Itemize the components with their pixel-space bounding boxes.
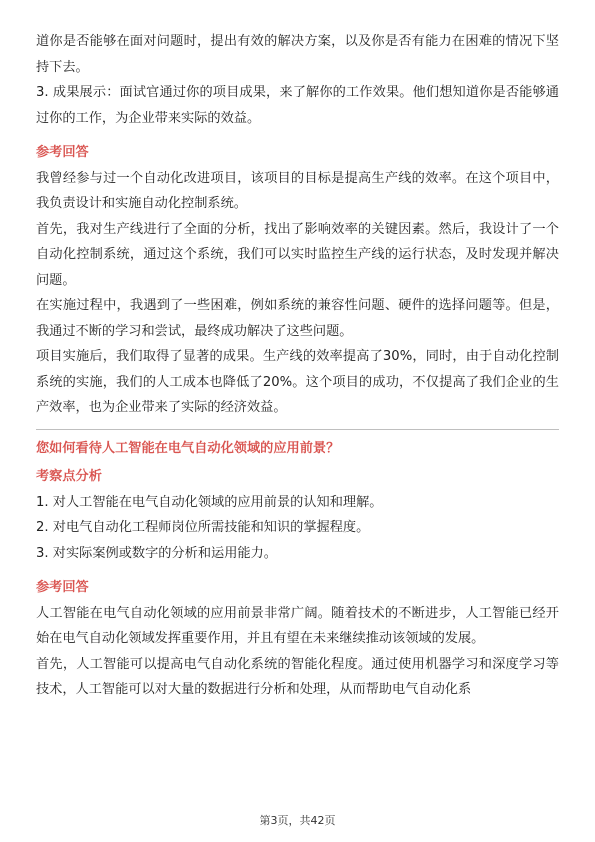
paragraph: 项目实施后，我们取得了显著的成果。生产线的效率提高了30%，同时，由于自动化控制系统的实施，我们的人工成本也降低了20%。这个项目的成功，不仅提高了我们企业的生产效率，也为企业带来了实际的经济效益。 — [36, 349, 559, 415]
paragraph: 首先，我对生产线进行了全面的分析，找出了影响效率的关键因素。然后，我设计了一个自动化控制系统，通过这个系统，我们可以实时监控生产线的运行状态，及时发现并解决问题。 — [36, 221, 559, 288]
paragraph: 首先，人工智能可以提高电气自动化系统的智能化程度。通过使用机器学习和深度学习等技术，人工智能可以对大量的数据进行分析和处理，从而帮助电气自动化系 — [36, 656, 559, 697]
section-label-answer: 参考回答 — [36, 580, 89, 595]
analysis-item: 1. 对人工智能在电气自动化领域的应用前景的认知和理解。 — [36, 494, 383, 510]
analysis-item: 3. 对实际案例或数字的分析和运用能力。 — [36, 545, 277, 561]
section-label-analysis: 考察点分析 — [36, 469, 102, 484]
question-title: 您如何看待人工智能在电气自动化领域的应用前景？ — [36, 440, 340, 456]
paragraph: 3. 成果展示：面试官通过你的项目成果，来了解你的工作效果。他们想知道你是否能够通过你的工作，为企业带来实际的效益。 — [36, 85, 559, 126]
document-page — [36, 0, 559, 703]
paragraph: 我曾经参与过一个自动化改进项目，该项目的目标是提高生产线的效率。在这个项目中，我负责设计和实施自动化控制系统。 — [36, 170, 559, 211]
paragraph: 在实施过程中，我遇到了一些困难，例如系统的兼容性问题、硬件的选择问题等。但是，我通过不断的学习和尝试，最终成功解决了这些问题。 — [36, 298, 559, 339]
section-label-answer: 参考回答 — [36, 145, 89, 160]
page-number: 第3页，共42页 — [259, 814, 336, 827]
paragraph: 道你是否能够在面对问题时，提出有效的解决方案，以及你是否有能力在困难的情况下坚持下去。 — [36, 34, 559, 75]
paragraph: 人工智能在电气自动化领域的应用前景非常广阔。随着技术的不断进步，人工智能已经开始在电气自动化领域发挥重要作用，并且有望在未来继续推动该领域的发展。 — [36, 605, 559, 646]
analysis-item: 2. 对电气自动化工程师岗位所需技能和知识的掌握程度。 — [36, 520, 370, 535]
